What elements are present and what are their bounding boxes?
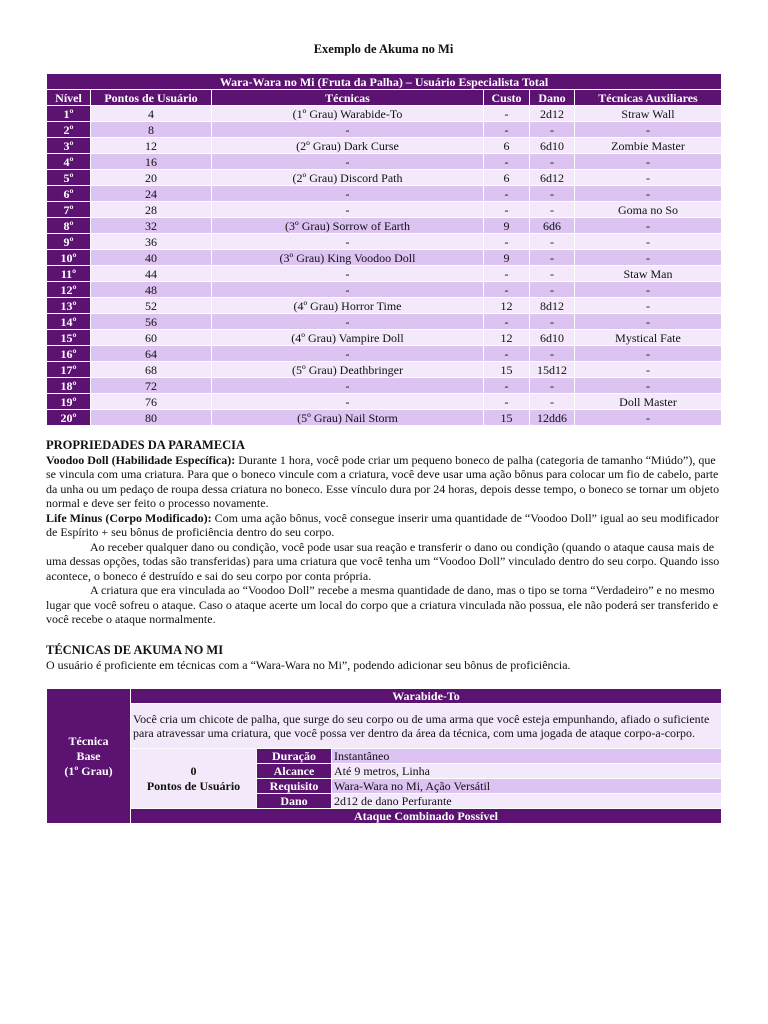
damage-cell: - (530, 250, 575, 266)
damage-cell: 8d12 (530, 298, 575, 314)
level-cell: 3º (47, 138, 91, 154)
technique-cell: - (212, 186, 484, 202)
points-cell: 56 (91, 314, 212, 330)
damage-cell: 2d12 (530, 106, 575, 122)
table-row (47, 282, 722, 298)
cost-cell: 15 (484, 362, 530, 378)
cost-cell: 9 (484, 250, 530, 266)
aux-technique-cell: - (575, 250, 722, 266)
cost-cell: - (484, 282, 530, 298)
cost-cell: - (484, 378, 530, 394)
column-header: Nível (47, 90, 91, 106)
technique-cell: (1º Grau) Warabide-To (212, 106, 484, 122)
technique-cell: - (212, 394, 484, 410)
voodoo-text: Durante 1 hora, você pode criar um pequeno boneco de palha (categoria de tamanho “Miúdo”), que se vincula com uma criatura. Para que o boneco vincule com a criatura, você deve usar uma ação bônus para colocar um fio de cabelo, parte da unha ou um pedaço de roupa dessa criatura no boneco. Esse vínculo dura por 24 horas, depois desse tempo, o boneco se tornar um objeto normal e deve ser feito o processo novamente. (46, 452, 720, 510)
aux-technique-cell: - (575, 346, 722, 362)
technique-cell: (3º Grau) King Voodoo Doll (212, 250, 484, 266)
technique-cell: - (212, 202, 484, 218)
points-cell: 20 (91, 170, 212, 186)
aux-technique-cell: - (575, 122, 722, 138)
aux-technique-cell: - (575, 282, 722, 298)
aux-technique-cell: - (575, 186, 722, 202)
transfer-paragraph: A criatura que era vinculada ao “Voodoo Doll” recebe a mesma quantidade de dano, mas o tipo se torna “Verdadeiro” e no mesmo lugar que você sofreu o ataque. Caso o ataque acerte um local do corpo que a criatura vinculada não possua, ele não poderá ser transferido e você recebe o ataque normalmente. (46, 583, 719, 626)
table-row (47, 154, 722, 170)
technique-side-label (47, 689, 131, 824)
damage-cell: - (530, 394, 575, 410)
level-cell: 19º (47, 394, 91, 410)
technique-points (131, 749, 257, 809)
table-row (47, 378, 722, 394)
points-cell: 72 (91, 378, 212, 394)
table-row (47, 362, 722, 378)
level-cell: 16º (47, 346, 91, 362)
field-key: Alcance (257, 764, 332, 779)
damage-cell: 15d12 (530, 362, 575, 378)
points-cell: 4 (91, 106, 212, 122)
paramecia-section (46, 438, 721, 627)
aux-technique-cell: Zombie Master (575, 138, 722, 154)
points-label: Pontos de Usuário (146, 778, 241, 793)
reaction-paragraph: Ao receber qualquer dano ou condição, você pode usar sua reação e transferir o dano ou condição (quando o ataque causa mais de uma dessas opções, todas são transferidas) para uma criatura que você tenha um “Voodoo Doll” vinculado dentro do seu corpo. Quando isso acontece, o boneco é destruído e sai do seu corpo por conta própria. (46, 539, 720, 583)
technique-cell: (4º Grau) Horror Time (212, 298, 484, 314)
points-cell: 40 (91, 250, 212, 266)
level-cell: 8º (47, 218, 91, 234)
table-row (47, 410, 722, 426)
table-row (47, 122, 722, 138)
life-minus-paragraph (46, 511, 721, 540)
tecnicas-section (46, 643, 721, 672)
level-cell: 20º (47, 410, 91, 426)
technique-name: Warabide-To (131, 689, 722, 704)
cost-cell: - (484, 154, 530, 170)
life-minus-label: Life Minus (Corpo Modificado): (46, 510, 212, 525)
cost-cell: 9 (484, 218, 530, 234)
damage-cell: - (530, 378, 575, 394)
table-row (47, 330, 722, 346)
points-cell: 68 (91, 362, 212, 378)
cost-cell: - (484, 106, 530, 122)
points-cell: 24 (91, 186, 212, 202)
page-title: Exemplo de Akuma no Mi (313, 42, 454, 56)
tecnicas-heading: TÉCNICAS DE AKUMA NO MI (46, 643, 224, 657)
points-cell: 64 (91, 346, 212, 362)
aux-technique-cell: Mystical Fate (575, 330, 722, 346)
table-row (47, 138, 722, 154)
damage-cell: 6d10 (530, 330, 575, 346)
level-cell: 12º (47, 282, 91, 298)
aux-technique-cell: - (575, 170, 722, 186)
side-label-line: Base (76, 748, 101, 763)
technique-footer: Ataque Combinado Possível (131, 809, 722, 824)
damage-cell: - (530, 282, 575, 298)
points-cell: 44 (91, 266, 212, 282)
aux-technique-cell: - (575, 362, 722, 378)
tecnicas-intro: O usuário é proficiente em técnicas com a “Wara-Wara no Mi”, podendo adicionar seu bônus de proficiência. (46, 657, 571, 672)
level-table (46, 73, 722, 426)
cost-cell: - (484, 122, 530, 138)
voodoo-label: Voodoo Doll (Habilidade Específica): (46, 452, 236, 467)
technique-cell: - (212, 234, 484, 250)
aux-technique-cell: - (575, 314, 722, 330)
column-header: Pontos de Usuário (91, 90, 212, 106)
damage-cell: - (530, 186, 575, 202)
points-cell: 8 (91, 122, 212, 138)
aux-technique-cell: Doll Master (575, 394, 722, 410)
cost-cell: - (484, 234, 530, 250)
technique-cell: - (212, 346, 484, 362)
technique-cell: - (212, 314, 484, 330)
paramecia-heading: PROPRIEDADES DA PARAMECIA (46, 438, 246, 452)
technique-cell: - (212, 378, 484, 394)
technique-cell: (5º Grau) Nail Storm (212, 410, 484, 426)
life-minus-text: Com uma ação bônus, você consegue inserir uma quantidade de “Voodoo Doll” igual ao seu modificador de Espírito + seu bônus de proficiência dentro do seu corpo. (46, 510, 719, 539)
cost-cell: - (484, 346, 530, 362)
column-header: Dano (530, 90, 575, 106)
side-label-line: (1º Grau) (64, 763, 113, 778)
table-row (47, 170, 722, 186)
level-cell: 11º (47, 266, 91, 282)
aux-technique-cell: - (575, 298, 722, 314)
points-cell: 32 (91, 218, 212, 234)
damage-cell: - (530, 314, 575, 330)
cost-cell: - (484, 314, 530, 330)
aux-technique-cell: - (575, 378, 722, 394)
technique-cell: - (212, 154, 484, 170)
damage-cell: - (530, 234, 575, 250)
cost-cell: 12 (484, 298, 530, 314)
field-value: 2d12 de dano Perfurante (332, 794, 722, 809)
level-table-caption: Wara-Wara no Mi (Fruta da Palha) – Usuário Especialista Total (47, 74, 722, 90)
aux-technique-cell: Staw Man (575, 266, 722, 282)
table-row (47, 202, 722, 218)
column-header: Técnicas (212, 90, 484, 106)
level-cell: 7º (47, 202, 91, 218)
table-row (47, 106, 722, 122)
points-cell: 80 (91, 410, 212, 426)
technique-cell: - (212, 122, 484, 138)
aux-technique-cell: - (575, 218, 722, 234)
points-cell: 16 (91, 154, 212, 170)
table-row (47, 346, 722, 362)
points-cell: 36 (91, 234, 212, 250)
aux-technique-cell: - (575, 410, 722, 426)
points-cell: 12 (91, 138, 212, 154)
level-cell: 2º (47, 122, 91, 138)
level-cell: 6º (47, 186, 91, 202)
table-row (47, 234, 722, 250)
level-cell: 5º (47, 170, 91, 186)
level-cell: 17º (47, 362, 91, 378)
table-row (47, 266, 722, 282)
aux-technique-cell: - (575, 154, 722, 170)
points-cell: 48 (91, 282, 212, 298)
level-cell: 18º (47, 378, 91, 394)
table-row (47, 298, 722, 314)
field-key: Dano (257, 794, 332, 809)
technique-cell: - (212, 266, 484, 282)
technique-cell: (4º Grau) Vampire Doll (212, 330, 484, 346)
points-cell: 76 (91, 394, 212, 410)
column-header: Técnicas Auxiliares (575, 90, 722, 106)
cost-cell: - (484, 202, 530, 218)
damage-cell: 12dd6 (530, 410, 575, 426)
field-value: Instantâneo (332, 749, 722, 764)
level-cell: 15º (47, 330, 91, 346)
field-key: Requisito (257, 779, 332, 794)
aux-technique-cell: - (575, 234, 722, 250)
technique-cell: (2º Grau) Discord Path (212, 170, 484, 186)
damage-cell: 6d12 (530, 170, 575, 186)
cost-cell: - (484, 266, 530, 282)
voodoo-paragraph (46, 453, 721, 511)
column-header: Custo (484, 90, 530, 106)
technique-cell: (2º Grau) Dark Curse (212, 138, 484, 154)
table-row (47, 314, 722, 330)
level-cell: 4º (47, 154, 91, 170)
field-key: Duração (257, 749, 332, 764)
table-row (47, 394, 722, 410)
side-label-line: Técnica (68, 733, 109, 748)
level-cell: 9º (47, 234, 91, 250)
points-cell: 60 (91, 330, 212, 346)
points-value: 0 (190, 763, 197, 778)
table-row (47, 218, 722, 234)
damage-cell: - (530, 122, 575, 138)
table-row (47, 186, 722, 202)
damage-cell: - (530, 202, 575, 218)
cost-cell: 6 (484, 170, 530, 186)
level-cell: 10º (47, 250, 91, 266)
table-row (47, 250, 722, 266)
points-cell: 52 (91, 298, 212, 314)
cost-cell: - (484, 186, 530, 202)
field-value: Wara-Wara no Mi, Ação Versátil (332, 779, 722, 794)
cost-cell: 15 (484, 410, 530, 426)
level-cell: 1º (47, 106, 91, 122)
cost-cell: 12 (484, 330, 530, 346)
technique-cell: - (212, 282, 484, 298)
level-cell: 13º (47, 298, 91, 314)
cost-cell: - (484, 394, 530, 410)
damage-cell: - (530, 346, 575, 362)
damage-cell: 6d6 (530, 218, 575, 234)
field-value: Até 9 metros, Linha (332, 764, 722, 779)
technique-cell: (5º Grau) Deathbringer (212, 362, 484, 378)
damage-cell: - (530, 154, 575, 170)
damage-cell: 6d10 (530, 138, 575, 154)
technique-description: Você cria um chicote de palha, que surge do seu corpo ou de uma arma que você esteja empunhando, afiado o suficiente para atravessar uma criatura, que você possa ver dentro da área da técnica, com uma jogada de ataque corpo-a-corpo. (131, 704, 722, 749)
technique-cell: (3º Grau) Sorrow of Earth (212, 218, 484, 234)
points-cell: 28 (91, 202, 212, 218)
cost-cell: 6 (484, 138, 530, 154)
aux-technique-cell: Straw Wall (575, 106, 722, 122)
technique-table (46, 688, 722, 824)
damage-cell: - (530, 266, 575, 282)
aux-technique-cell: Goma no So (575, 202, 722, 218)
level-cell: 14º (47, 314, 91, 330)
